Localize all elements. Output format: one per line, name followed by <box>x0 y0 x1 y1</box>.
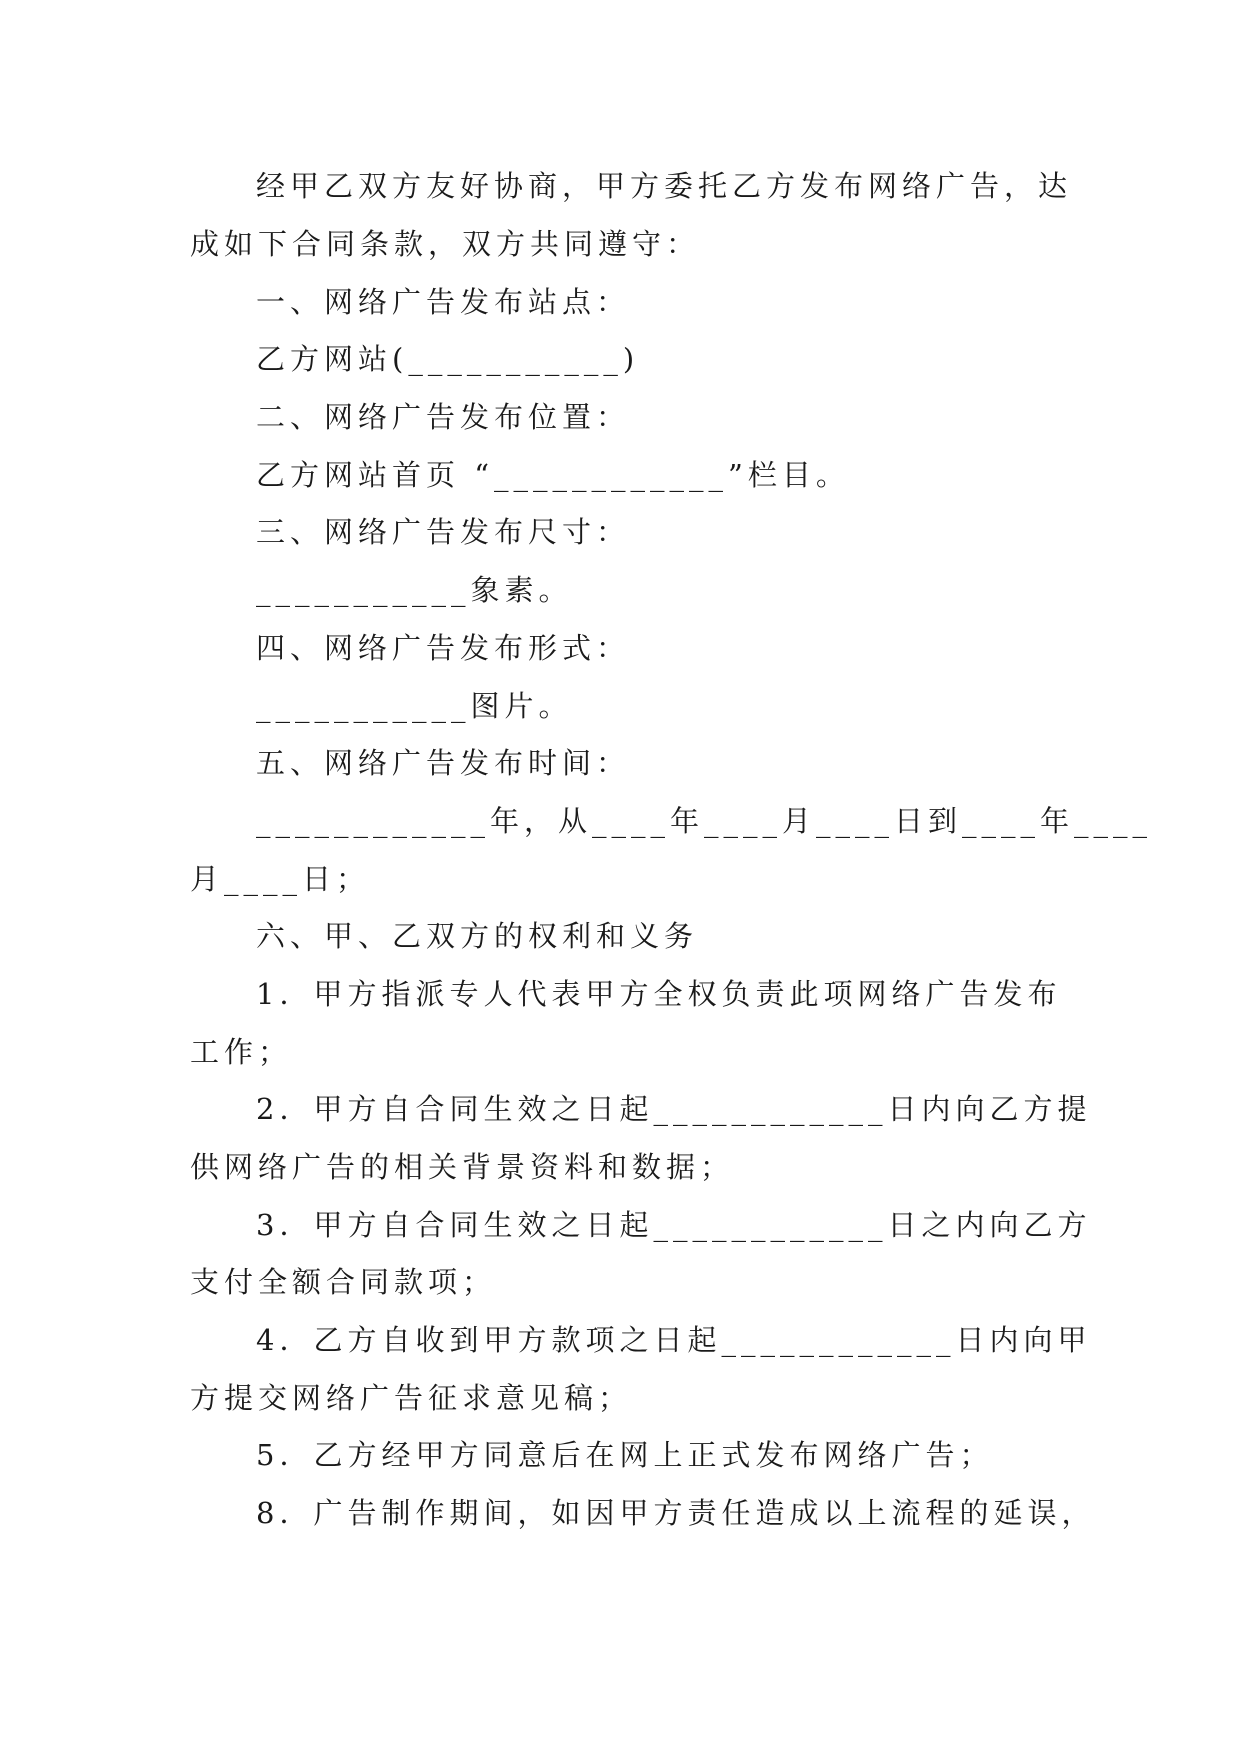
clause-1-line1: 1．甲方指派专人代表甲方全权负责此项网络广告发布 <box>256 977 1062 1011</box>
section-2-body: 乙方网站首页 “____________”栏目。 <box>256 458 850 492</box>
section-5-body-line2: 月____日； <box>190 862 371 896</box>
clause-3-line1: 3．甲方自合同生效之日起____________日之内向乙方 <box>256 1208 1092 1242</box>
section-4-body: ___________图片。 <box>256 689 573 723</box>
section-3-heading: 三、网络广告发布尺寸： <box>256 515 631 549</box>
section-1-body: 乙方网站(___________) <box>256 342 640 376</box>
clause-1-line2: 工作； <box>190 1035 293 1069</box>
clause-4-line1: 4．乙方自收到甲方款项之日起____________日内向甲 <box>256 1323 1092 1357</box>
clause-2-line1: 2．甲方自合同生效之日起____________日内向乙方提 <box>256 1092 1092 1126</box>
clause-2-line2: 供网络广告的相关背景资料和数据； <box>190 1150 735 1184</box>
clause-3-line2: 支付全额合同款项； <box>190 1265 497 1299</box>
section-2-heading: 二、网络广告发布位置： <box>256 400 631 434</box>
section-6-heading: 六、甲、乙双方的权利和义务 <box>256 919 699 953</box>
section-4-heading: 四、网络广告发布形式： <box>256 631 631 665</box>
clause-8-line1: 8．广告制作期间，如因甲方责任造成以上流程的延误， <box>256 1496 1096 1530</box>
paragraph-intro-line1: 经甲乙双方友好协商，甲方委托乙方发布网络广告，达 <box>256 169 1073 203</box>
paragraph-intro-line2: 成如下合同条款，双方共同遵守： <box>190 227 701 261</box>
section-5-body-line1: ____________年，从____年____月____日到____年____ <box>256 804 1153 838</box>
section-5-heading: 五、网络广告发布时间： <box>256 746 631 780</box>
section-1-heading: 一、网络广告发布站点： <box>256 285 631 319</box>
clause-5-line1: 5．乙方经甲方同意后在网上正式发布网络广告； <box>256 1438 994 1472</box>
clause-4-line2: 方提交网络广告征求意见稿； <box>190 1381 633 1415</box>
section-3-body: ___________象素。 <box>256 573 573 607</box>
